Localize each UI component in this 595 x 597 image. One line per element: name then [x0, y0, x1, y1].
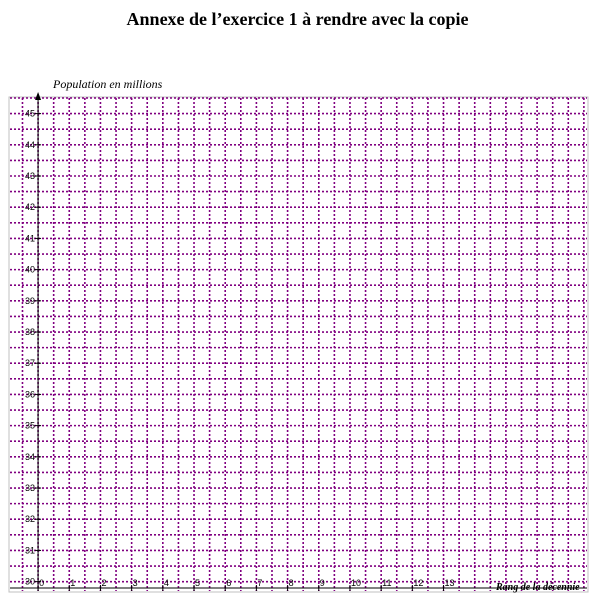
- y-tick-label: 37: [25, 358, 36, 369]
- plot-frame: [9, 97, 588, 592]
- y-tick-label: 36: [25, 389, 36, 400]
- y-tick-label: 43: [25, 171, 36, 182]
- y-tick-label: 45: [25, 108, 36, 119]
- grid: [10, 98, 587, 591]
- x-tick-label: 7: [257, 578, 263, 588]
- x-tick-label: 9: [319, 578, 325, 588]
- x-axis-label: Rang de la décennie: [496, 582, 580, 593]
- x-tick-label: 12: [413, 578, 424, 588]
- page-title: Annexe de l’exercice 1 à rendre avec la copie: [126, 9, 469, 29]
- y-tick-label: 44: [25, 139, 36, 150]
- y-axis-arrow: [35, 92, 41, 100]
- y-tick-label: 30: [25, 576, 36, 587]
- x-tick-label: 0: [39, 578, 45, 588]
- x-tick-label: 13: [444, 578, 455, 588]
- y-tick-label: 40: [25, 264, 36, 275]
- x-tick-label: 6: [226, 578, 232, 588]
- y-tick-label: 32: [25, 514, 36, 525]
- y-tick-label: 38: [25, 327, 36, 338]
- x-tick-label: 2: [101, 578, 107, 588]
- y-tick-label: 34: [25, 451, 36, 462]
- y-axis-label: Population en millions: [53, 77, 163, 91]
- y-tick-label: 33: [25, 483, 36, 494]
- y-tick-label: 42: [25, 202, 36, 213]
- x-tick-label: 5: [195, 578, 201, 588]
- x-tick-label: 4: [163, 578, 169, 588]
- x-tick-label: 8: [288, 578, 294, 588]
- y-tick-label: 31: [25, 545, 36, 556]
- x-tick-label: 10: [350, 578, 361, 588]
- y-tick-label: 41: [25, 233, 36, 244]
- x-tick-label: 3: [132, 578, 138, 588]
- axes: [10, 92, 587, 591]
- x-tick-label: 1: [70, 578, 76, 588]
- y-tick-label: 39: [25, 295, 36, 306]
- x-tick-label: 11: [382, 578, 392, 588]
- y-tick-label: 35: [25, 420, 36, 431]
